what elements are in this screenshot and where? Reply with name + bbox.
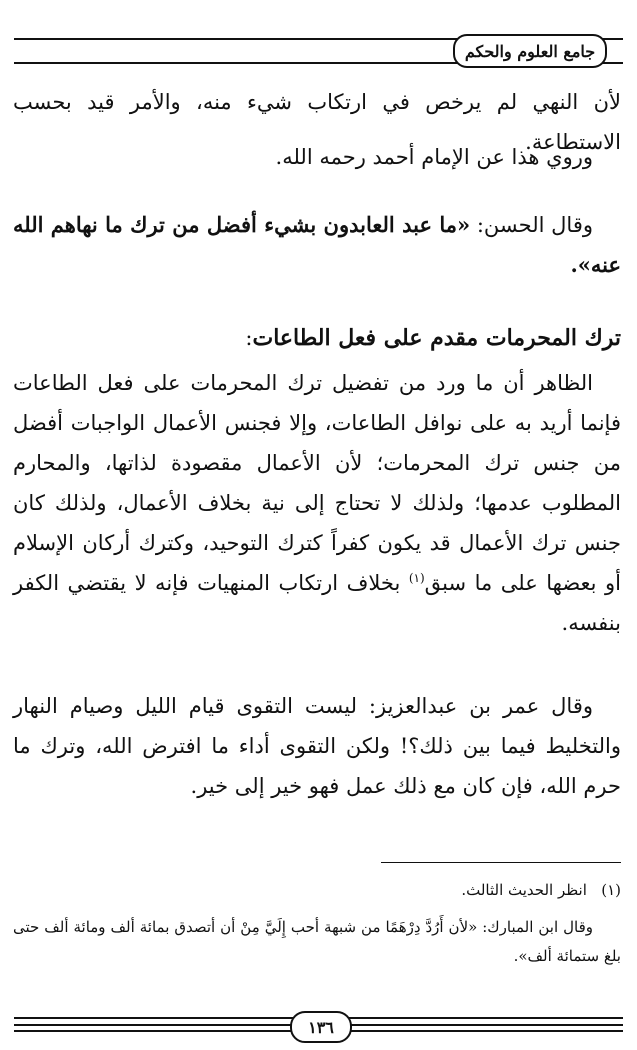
paragraph-2	[13, 137, 621, 177]
page-number: ١٣٦	[290, 1011, 352, 1043]
paragraph-6-text: وقال عمر بن عبدالعزيز: ليست التقوى قيام الليل وصيام النهار والتخليط فيما بين ذلك؟! ولكن التقوى أداء ما افترض الله، وترك ما حرم الله، فإن كان مع ذلك عمل فهو خير إلى خير.	[13, 694, 621, 798]
footnote-1-text: انظر الحديث الثالث.	[461, 881, 587, 899]
footnote-separator	[381, 862, 621, 863]
paragraph-5	[13, 363, 621, 643]
paragraph-5-text-b: بخلاف ارتكاب المنهيات فإنه لا يقتضي الكفر بنفسه.	[13, 571, 621, 635]
footnote-reference[interactable]: (١)	[408, 571, 425, 585]
footnote-2-text: وقال ابن المبارك: «لأن أَرُدَّ دِرْهَمًا من شبهة أحب إِلَيَّ مِنْ أن أتصدق بمائة ألف ومائة ألف حتى بلغ ستمائة ألف».	[13, 918, 621, 965]
footnote-1-number: (١)	[601, 881, 621, 899]
section-heading: ترك المحرمات مقدم على فعل الطاعات:	[245, 325, 621, 351]
section-heading-text: ترك المحرمات مقدم على فعل الطاعات	[252, 325, 621, 351]
paragraph-3	[13, 205, 621, 285]
hasan-quote: «ما عبد العابدون بشيء أفضل من ترك ما نهاهم الله عنه».	[13, 212, 621, 277]
paragraph-6	[13, 686, 621, 806]
paragraph-3-intro: وقال الحسن:	[470, 213, 594, 237]
paragraph-5-text-a: الظاهر أن ما ورد من تفضيل ترك المحرمات على فعل الطاعات فإنما أريد به على نوافل الطاعات، وإلا فجنس الأعمال الواجبات أفضل من جنس ترك المحرمات؛ لأن الأعمال مقصودة لذاتها، والمحارم المطلوب عدمها؛ ولذلك لا تحتاج إلى نية بخلاف الأعمال، ولذلك كان جنس ترك الأعمال قد يكون كفراً كترك التوحيد، وكترك أركان الإسلام أو بعضها على ما سبق	[13, 371, 621, 595]
footnote-1	[13, 876, 621, 905]
paragraph-1: لأن النهي لم يرخص في ارتكاب شيء منه، والأمر قيد بحسب الاستطاعة.	[13, 90, 621, 154]
paragraph-2-text: وروي هذا عن الإمام أحمد رحمه الله.	[275, 145, 593, 169]
running-header-title: جامع العلوم والحكم	[453, 34, 607, 68]
footnote-2	[13, 913, 621, 971]
